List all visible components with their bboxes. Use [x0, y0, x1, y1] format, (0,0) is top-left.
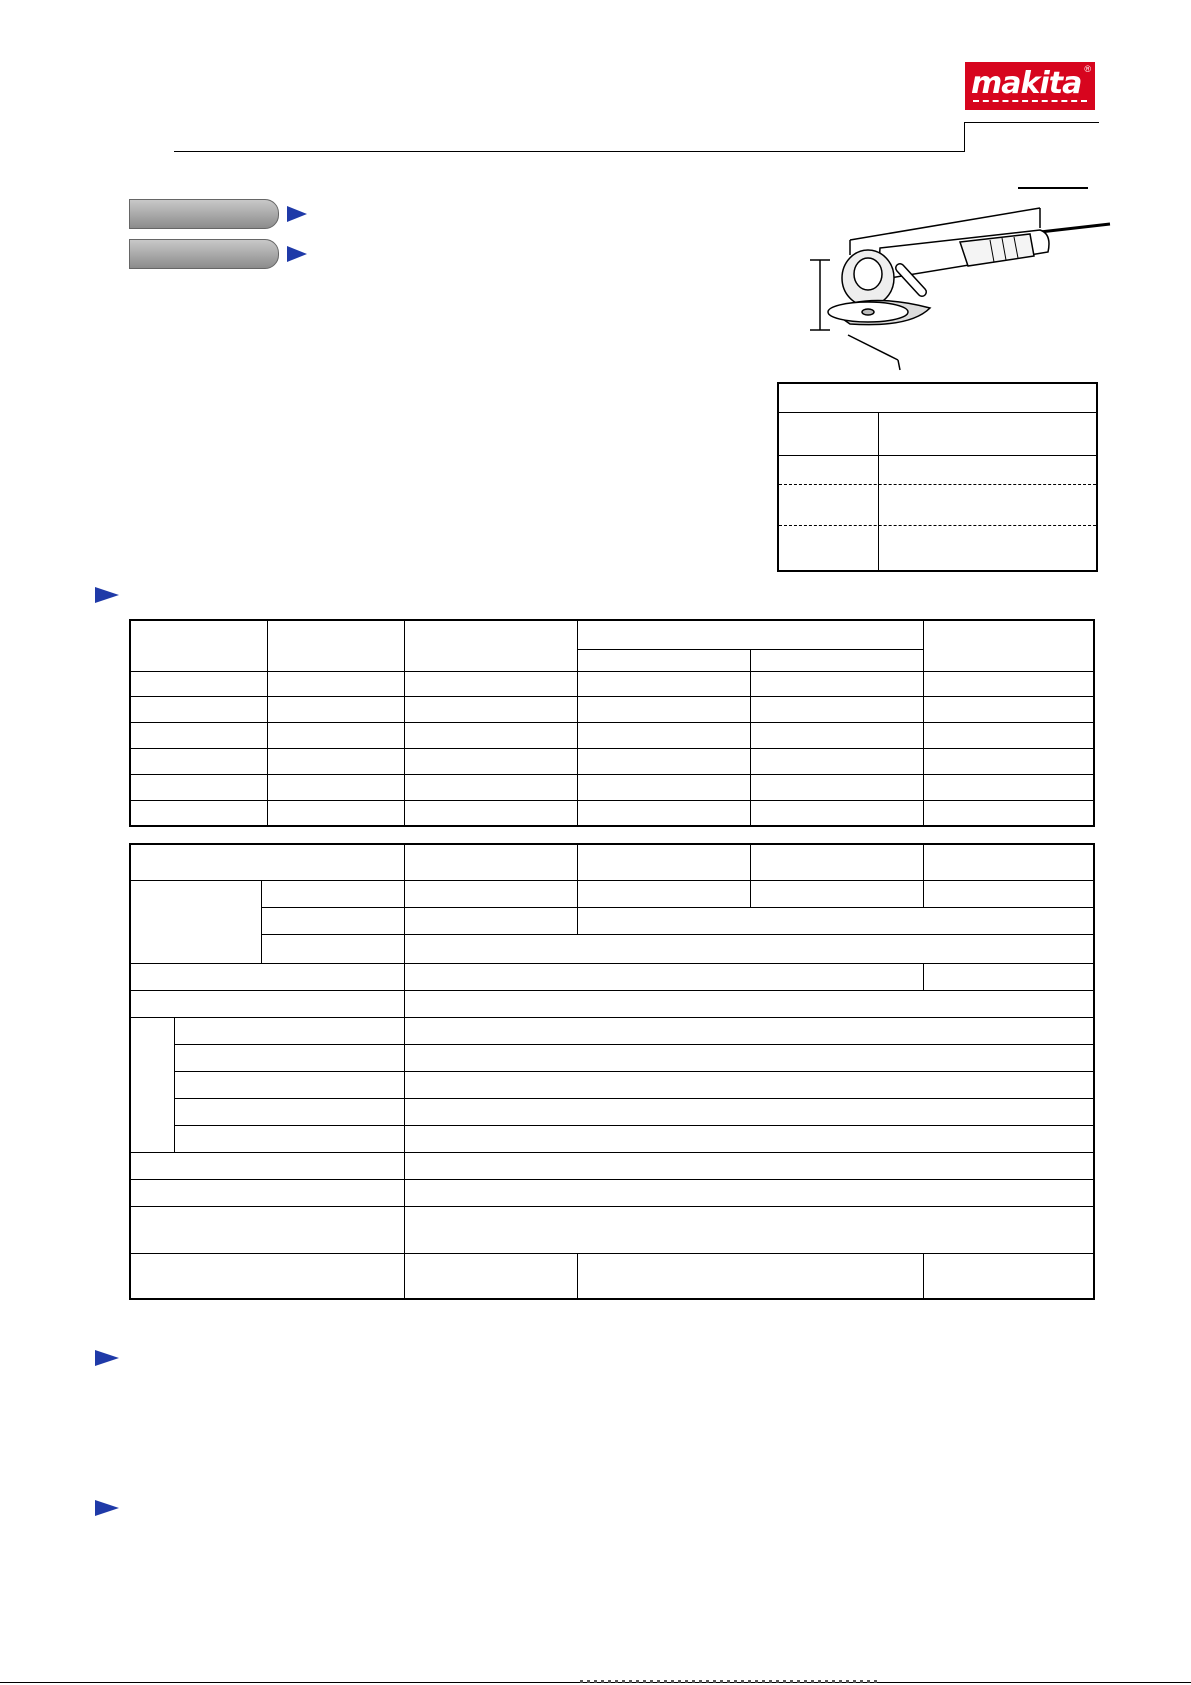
- table-1-border: [129, 619, 1095, 827]
- description-pill: [129, 239, 279, 269]
- makita-logo: [965, 62, 1095, 110]
- logo-wordmark: makita: [971, 66, 1082, 101]
- dimensions-table: [777, 382, 1098, 572]
- header-bracket-top: [964, 122, 1099, 123]
- short-rule: [1018, 187, 1088, 189]
- registered-mark: ®: [1084, 64, 1091, 74]
- model-pill: [129, 199, 279, 229]
- specification-arrow-icon: [95, 587, 119, 603]
- triangle-right-icon: [287, 206, 307, 222]
- logo-stripe: [973, 100, 1087, 104]
- header-bracket: [964, 122, 965, 152]
- angle-grinder-illustration: [790, 200, 1120, 375]
- header-rule: [174, 151, 964, 152]
- triangle-right-icon: [287, 246, 307, 262]
- optional-accessories-arrow-icon: [95, 1500, 119, 1516]
- table-2-border: [129, 843, 1095, 1300]
- standard-equipment-arrow-icon: [95, 1350, 119, 1366]
- footer-code-mark: [580, 1680, 880, 1683]
